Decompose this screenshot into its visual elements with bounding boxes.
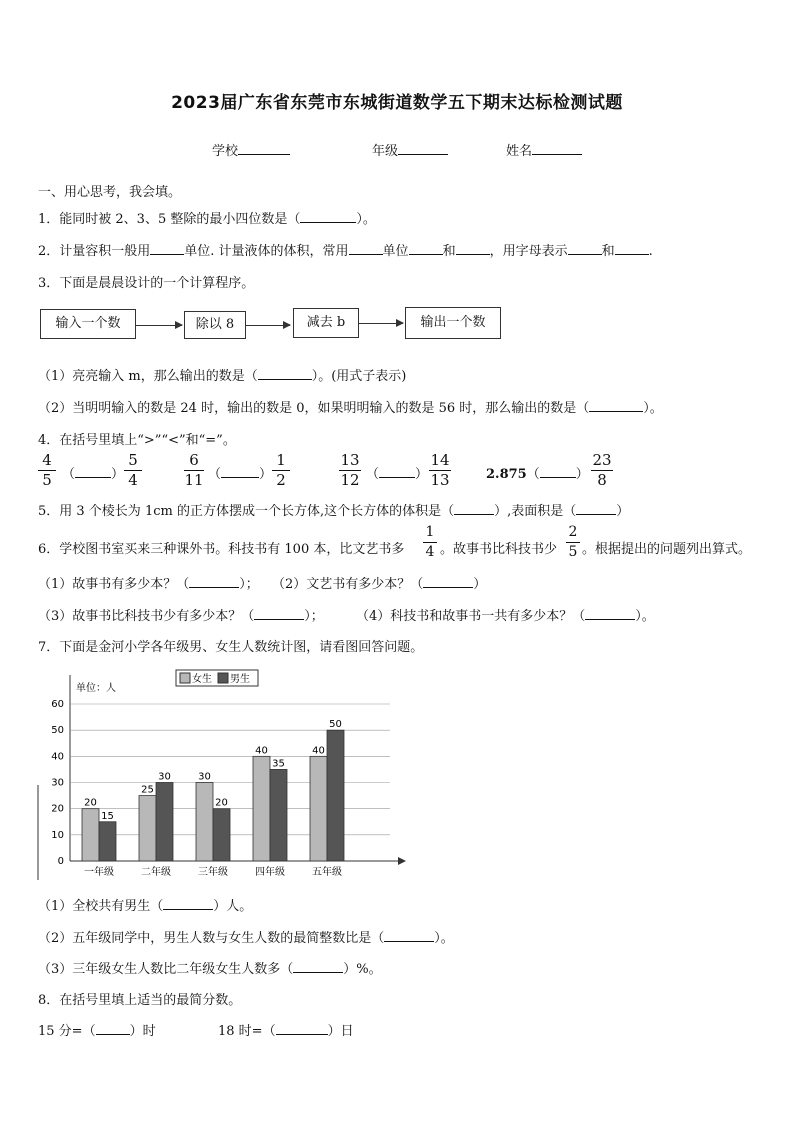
q6-2-blank[interactable] bbox=[423, 575, 473, 588]
fraction: 1 4 bbox=[423, 524, 437, 561]
q8-a-text: 15 分=（ bbox=[38, 1024, 96, 1039]
q6-4-text: （4）科技书和故事书一共有多少本？（ bbox=[356, 609, 586, 624]
q7-1-blank[interactable] bbox=[163, 897, 213, 910]
flow-box-input: 输入一个数 bbox=[40, 309, 136, 339]
bar bbox=[139, 796, 156, 861]
question-7: 7．下面是金河小学各年级男、女生人数统计图，请看图回答问题。 bbox=[38, 640, 424, 655]
q2-blank-5[interactable] bbox=[568, 242, 602, 255]
bar bbox=[196, 783, 213, 862]
bar bbox=[99, 822, 116, 861]
question-6-2 bbox=[272, 573, 486, 592]
question-6-b: 。故事书比科技书少 bbox=[440, 542, 558, 557]
q7-1-end: ）人。 bbox=[213, 899, 253, 914]
fraction: 13 12 bbox=[340, 451, 360, 489]
question-6-1 bbox=[38, 573, 259, 592]
y-tick-label: 20 bbox=[51, 803, 64, 815]
x-tick-label: 二年级 bbox=[141, 867, 171, 878]
flow-arrow-2 bbox=[246, 325, 290, 326]
q3-1-text: （1）亮亮输入 m，那么输出的数是（ bbox=[38, 369, 258, 384]
bar bbox=[213, 809, 230, 861]
q1-end: ）。 bbox=[356, 212, 376, 227]
y-tick-label: 0 bbox=[57, 856, 64, 867]
q8-b-blank[interactable] bbox=[276, 1022, 328, 1035]
unit-label: 单位：人 bbox=[76, 683, 116, 694]
fraction: 5 4 bbox=[124, 452, 142, 489]
question-8: 8．在括号里填上适当的最简分数。 bbox=[38, 993, 242, 1008]
data-label: 20 bbox=[84, 797, 97, 809]
legend-label-girls: 女生 bbox=[192, 674, 212, 685]
q7-2-blank[interactable] bbox=[384, 929, 434, 942]
data-label: 20 bbox=[215, 797, 228, 809]
data-label: 40 bbox=[255, 745, 268, 757]
fraction: 23 8 bbox=[592, 451, 612, 489]
question-2 bbox=[38, 240, 653, 259]
question-8-a bbox=[38, 1020, 156, 1039]
q1-blank[interactable] bbox=[300, 210, 356, 223]
question-6-a: 6．学校图书室买来三种课外书。科技书有 100 本，比文艺书多 bbox=[38, 542, 405, 557]
q5-blank-2[interactable] bbox=[576, 502, 616, 515]
q7-3-blank[interactable] bbox=[293, 960, 343, 973]
fraction: 4 5 bbox=[38, 452, 56, 489]
q2-text-e: ，用字母表示 bbox=[489, 244, 568, 259]
q3-2-blank[interactable] bbox=[589, 399, 643, 412]
name-label: 姓名 bbox=[506, 144, 533, 159]
data-label: 25 bbox=[141, 784, 154, 796]
q6-3-end: ）； bbox=[304, 609, 324, 624]
bar-chart bbox=[30, 665, 420, 885]
grade-field[interactable] bbox=[372, 140, 448, 159]
q2-blank-4[interactable] bbox=[456, 242, 490, 255]
compare-blank-2[interactable]: （ ） bbox=[208, 467, 273, 482]
x-tick-label: 四年级 bbox=[255, 867, 285, 878]
q5-end: ） bbox=[616, 504, 630, 519]
legend-label-boys: 男生 bbox=[230, 674, 250, 685]
compare-blank-3[interactable]: （ ） bbox=[366, 467, 429, 482]
page-title: 2023届广东省东莞市东城街道数学五下期末达标检测试题 bbox=[171, 93, 623, 113]
flow-box-output: 输出一个数 bbox=[405, 307, 501, 339]
question-7-2 bbox=[38, 927, 454, 946]
q7-2-end: ）。 bbox=[434, 931, 454, 946]
bar bbox=[253, 756, 270, 861]
compare-blank-1[interactable]: （ ） bbox=[62, 467, 125, 482]
data-label: 30 bbox=[158, 771, 171, 783]
y-tick-label: 60 bbox=[51, 699, 64, 710]
q2-blank-1[interactable] bbox=[150, 242, 184, 255]
bar bbox=[82, 809, 99, 861]
question-6-4 bbox=[356, 605, 655, 624]
q2-blank-2[interactable] bbox=[349, 242, 383, 255]
bar bbox=[310, 756, 327, 861]
name-field[interactable] bbox=[506, 140, 582, 159]
q1-text: 1．能同时被 2、3、5 整除的最小四位数是（ bbox=[38, 212, 301, 227]
question-6-c: 。根据提出的问题列出算式。 bbox=[582, 542, 752, 557]
q2-text-g: . bbox=[648, 244, 653, 259]
question-8-b bbox=[218, 1020, 354, 1039]
q5-blank-1[interactable] bbox=[454, 502, 494, 515]
q6-2-end: ） bbox=[473, 577, 487, 592]
q7-3-end: ）%。 bbox=[343, 962, 382, 977]
q2-text-a: 2．计量容积一般用 bbox=[38, 244, 151, 259]
flow-arrow-3 bbox=[359, 323, 403, 324]
q6-1-end: ）； bbox=[239, 577, 259, 592]
q8-a-blank[interactable] bbox=[96, 1022, 130, 1035]
school-field[interactable] bbox=[212, 140, 290, 159]
fraction: 1 2 bbox=[272, 452, 290, 489]
data-label: 30 bbox=[198, 771, 211, 783]
y-tick-label: 30 bbox=[51, 777, 64, 789]
x-tick-label: 一年级 bbox=[84, 867, 114, 878]
q7-1-text: （1）全校共有男生（ bbox=[38, 899, 164, 914]
q2-blank-3[interactable] bbox=[409, 242, 443, 255]
question-3-2 bbox=[38, 397, 663, 416]
flow-box-divide: 除以 8 bbox=[184, 311, 246, 339]
question-3-1 bbox=[38, 365, 406, 384]
data-label: 35 bbox=[272, 758, 285, 770]
q6-1-blank[interactable] bbox=[189, 575, 239, 588]
y-tick-label: 50 bbox=[51, 725, 64, 737]
q3-2-text: （2）当明明输入的数是 24 时，输出的数是 0，如果明明输入的数是 56 时，那么输出的数是（ bbox=[38, 401, 590, 416]
q6-2-text: （2）文艺书有多少本？（ bbox=[272, 577, 424, 592]
question-7-1 bbox=[38, 895, 252, 914]
q8-a-end: ）时 bbox=[129, 1024, 156, 1039]
q5-text-mid: ）,表面积是（ bbox=[494, 504, 577, 519]
q2-text-b: 单位. 计量液体的体积，常用 bbox=[184, 244, 349, 259]
q6-4-blank[interactable] bbox=[585, 607, 635, 620]
bar bbox=[327, 730, 344, 861]
q6-3-blank[interactable] bbox=[254, 607, 304, 620]
fraction: 6 11 bbox=[184, 451, 204, 489]
legend-swatch-girls bbox=[180, 673, 190, 683]
x-axis-arrow bbox=[398, 857, 406, 865]
flow-box-subtract: 减去 b bbox=[293, 308, 359, 338]
q2-text-c: 单位 bbox=[382, 244, 409, 259]
q5-text: 5．用 3 个棱长为 1cm 的正方体摆成一个长方体,这个长方体的体积是（ bbox=[38, 504, 455, 519]
grade-label: 年级 bbox=[372, 144, 399, 159]
q2-text-d: 和 bbox=[442, 244, 456, 259]
y-tick-label: 40 bbox=[51, 751, 64, 763]
x-tick-label: 三年级 bbox=[198, 867, 228, 878]
q3-1-blank[interactable] bbox=[258, 367, 312, 380]
bar bbox=[156, 783, 173, 862]
question-4: 4．在括号里填上“>”“<”和“=”。 bbox=[38, 433, 236, 448]
flow-arrow-1 bbox=[136, 325, 182, 326]
q3-2-end: ）。 bbox=[643, 401, 663, 416]
data-label: 50 bbox=[329, 719, 342, 731]
data-label: 15 bbox=[101, 810, 114, 822]
question-5 bbox=[38, 500, 629, 519]
legend-swatch-boys bbox=[218, 673, 228, 683]
q6-3-text: （3）故事书比科技书少有多少本？（ bbox=[38, 609, 255, 624]
q2-blank-6[interactable] bbox=[615, 242, 649, 255]
q2-text-f: 和 bbox=[601, 244, 615, 259]
q6-4-end: ）。 bbox=[635, 609, 655, 624]
q8-b-end: ）日 bbox=[327, 1024, 354, 1039]
school-label: 学校 bbox=[212, 144, 239, 159]
data-label: 40 bbox=[312, 745, 325, 757]
x-tick-label: 五年级 bbox=[312, 867, 342, 878]
q7-3-text: （3）三年级女生人数比二年级女生人数多（ bbox=[38, 962, 294, 977]
question-7-3 bbox=[38, 958, 382, 977]
question-6-3 bbox=[38, 605, 324, 624]
y-tick-label: 10 bbox=[51, 829, 64, 841]
fraction: 14 13 bbox=[430, 451, 450, 489]
q3-1-end: ）。(用式子表示) bbox=[311, 369, 407, 384]
bar bbox=[270, 769, 287, 861]
q8-b-text: 18 时=（ bbox=[218, 1024, 276, 1039]
q7-2-text: （2）五年级同学中，男生人数与女生人数的最简整数比是（ bbox=[38, 931, 385, 946]
q6-1-text: （1）故事书有多少本？（ bbox=[38, 577, 190, 592]
question-1 bbox=[38, 208, 376, 227]
section-heading: 一、用心思考，我会填。 bbox=[38, 185, 182, 200]
compare-blank-4[interactable]: 2.875（ ） bbox=[486, 467, 589, 482]
fraction: 2 5 bbox=[566, 524, 580, 561]
decimal-value: 2.875 bbox=[486, 467, 527, 482]
question-3: 3．下面是晨晨设计的一个计算程序。 bbox=[38, 276, 255, 291]
